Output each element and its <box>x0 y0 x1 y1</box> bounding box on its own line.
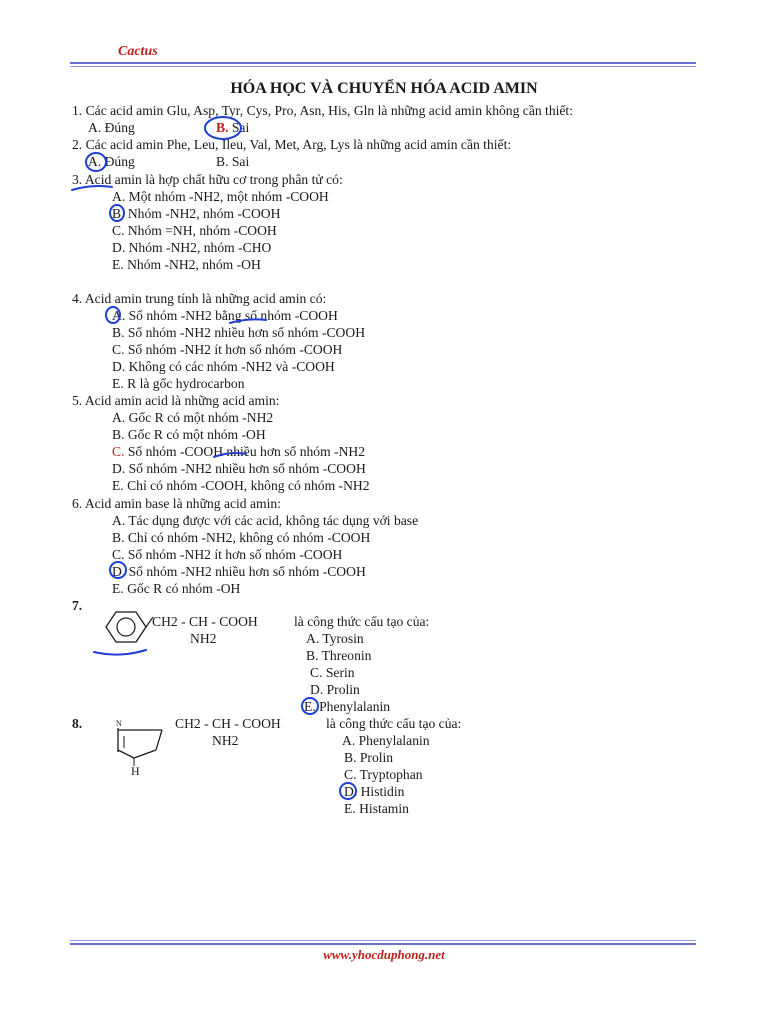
page-title: HÓA HỌC VÀ CHUYỂN HÓA ACID AMIN <box>230 80 538 97</box>
q6-option-d: D. Số nhóm -NH2 nhiều hơn số nhóm -COOH <box>112 564 366 579</box>
footer-rule <box>70 943 696 945</box>
q3-text: 3. Acid amin là hợp chất hữu cơ trong phân tử có: <box>72 172 343 187</box>
q7-formula: CH2 - CH - COOH <box>152 614 258 629</box>
q7-option-a: A. Tyrosin <box>306 631 364 646</box>
q8-prompt: là công thức cấu tạo của: <box>326 716 462 731</box>
brand-logo-text: Cactus <box>118 44 158 59</box>
q8-n-label: N <box>116 719 122 728</box>
q1-text: 1. Các acid amin Glu, Asp, Tyr, Cys, Pro, Asn, His, Gln là những acid amin không cần thiết: <box>72 103 573 118</box>
q8-h-label: H <box>131 764 140 778</box>
q6-option-a: A. Tác dụng được với các acid, không tác dụng với base <box>112 513 419 528</box>
q6-option-e: E. Gốc R có nhóm -OH <box>112 581 241 596</box>
q8-option-b: B. Prolin <box>344 750 394 765</box>
q2-text: 2. Các acid amin Phe, Leu, Ileu, Val, Met, Arg, Lys là những acid amin cần thiết: <box>72 137 512 152</box>
q8-option-d: D. Histidin <box>344 784 405 799</box>
q8-nh2: NH2 <box>212 733 239 748</box>
q4-option-d: D. Không có các nhóm -NH2 và -COOH <box>112 359 335 374</box>
q5-option-c <box>112 443 365 460</box>
q8-option-c: C. Tryptophan <box>344 767 423 782</box>
q1-option-b <box>216 119 249 136</box>
q7-option-e: E. Phenylalanin <box>304 699 391 714</box>
q1-option-a: A. Đúng <box>88 120 135 135</box>
q6-option-c: C. Số nhóm -NH2 ít hơn số nhóm -COOH <box>112 547 343 562</box>
q1-option-b-text: Sai <box>228 120 250 135</box>
q6-text: 6. Acid amin base là những acid amin: <box>72 496 281 511</box>
q4-option-b: B. Số nhóm -NH2 nhiều hơn số nhóm -COOH <box>112 325 366 340</box>
q5-option-c-text: Số nhóm -COOH nhiều hơn số nhóm -NH2 <box>124 444 366 459</box>
q3-option-c: C. Nhóm =NH, nhóm -COOH <box>112 223 277 238</box>
q6-option-b: B. Chỉ có nhóm -NH2, không có nhóm -COOH <box>112 530 371 545</box>
q4-option-a: A. Số nhóm -NH2 bằng số nhóm -COOH <box>112 308 338 323</box>
footer-url: www.yhocduphong.net <box>323 947 445 962</box>
header-rule <box>70 62 696 64</box>
q7-underline <box>94 650 146 655</box>
q7-option-b: B. Threonin <box>306 648 372 663</box>
q5-option-d: D. Số nhóm -NH2 nhiều hơn số nhóm -COOH <box>112 461 366 476</box>
q4-option-c: C. Số nhóm -NH2 ít hơn số nhóm -COOH <box>112 342 343 357</box>
q7-number: 7. <box>72 598 83 613</box>
q2-option-b: B. Sai <box>216 154 250 169</box>
q1-option-b-letter: B. <box>216 120 229 135</box>
q3-option-b: B. Nhóm -NH2, nhóm -COOH <box>112 206 281 221</box>
q4-text: 4. Acid amin trung tính là những acid amin có: <box>72 291 327 306</box>
q5-option-c-letter: C. <box>112 444 125 459</box>
q7-nh2: NH2 <box>190 631 217 646</box>
q8-option-a: A. Phenylalanin <box>342 733 430 748</box>
q3-option-e: E. Nhóm -NH2, nhóm -OH <box>112 257 261 272</box>
q8-option-e: E. Histamin <box>344 801 409 816</box>
header-rule-thin <box>70 66 696 67</box>
q3-option-d: D. Nhóm -NH2, nhóm -CHO <box>112 240 272 255</box>
q7-prompt: là công thức cấu tạo của: <box>294 614 430 629</box>
q5-option-b: B. Gốc R có một nhóm -OH <box>112 427 266 442</box>
benzene-ring-icon <box>96 608 156 646</box>
q7-option-d: D. Prolin <box>310 682 360 697</box>
footer-rule-thin <box>70 940 696 941</box>
q7-option-c: C. Serin <box>310 665 355 680</box>
q8-number: 8. <box>72 716 83 731</box>
q5-option-a: A. Gốc R có một nhóm -NH2 <box>112 410 274 425</box>
q8-formula: CH2 - CH - COOH <box>175 716 281 731</box>
q3-option-a: A. Một nhóm -NH2, một nhóm -COOH <box>112 189 329 204</box>
q5-option-e: E. Chỉ có nhóm -COOH, không có nhóm -NH2 <box>112 478 370 493</box>
q5-text: 5. Acid amin acid là những acid amin: <box>72 393 280 408</box>
q4-option-e: E. R là gốc hydrocarbon <box>112 376 245 391</box>
q2-option-a: A. Đúng <box>88 154 135 169</box>
imidazole-ring-icon <box>112 726 172 766</box>
